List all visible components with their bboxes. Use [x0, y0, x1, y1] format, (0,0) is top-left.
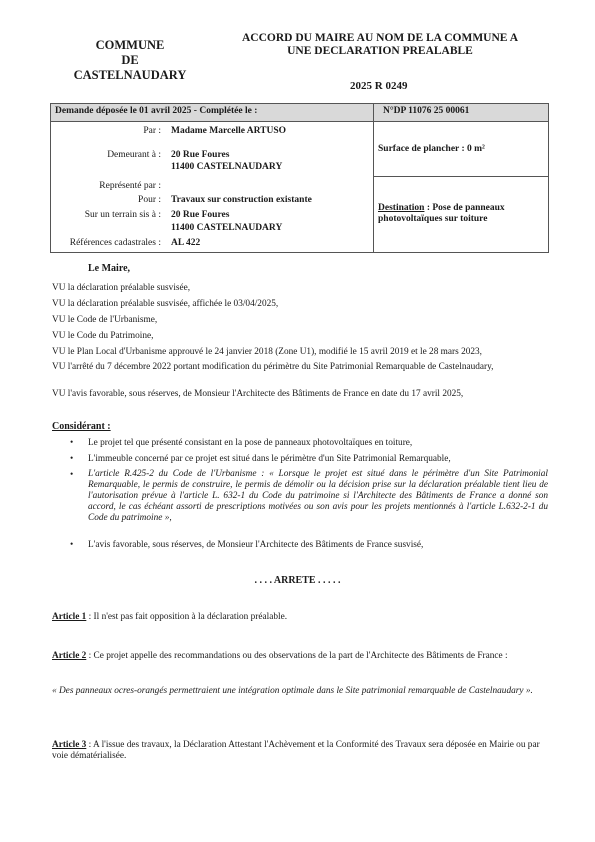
field-value: 20 Rue Foures [171, 210, 230, 220]
article-1 [52, 612, 547, 623]
field-value: 11400 CASTELNAUDARY [171, 162, 283, 172]
column-divider [373, 104, 374, 252]
le-maire: Le Maire, [88, 263, 131, 274]
article-text: : A l'issue des travaux, la Déclaration Attestant l'Achèvement et la Conformité des Travaux sera déposée en Mairie ou par voie dématérialisée. [52, 740, 540, 761]
vu-line: VU la déclaration préalable susvisée, [52, 283, 191, 293]
vu-line: VU le Code du Patrimoine, [52, 331, 154, 341]
title-line: ACCORD DU MAIRE AU NOM DE LA COMMUNE A [242, 32, 518, 44]
destination [378, 203, 543, 225]
vu-line: VU le Plan Local d'Urbanisme approuvé le 24 janvier 2018 (Zone U1), modifié le 15 avril 2019 et le 28 mars 2023, [52, 347, 482, 357]
considerant-item: Le projet tel que présenté consistant en la pose de panneaux photovoltaïques en toiture, [88, 438, 413, 448]
request-header [51, 104, 548, 122]
surface-plancher: Surface de plancher : 0 m² [378, 144, 485, 154]
field-label: Références cadastrales : [69, 238, 161, 248]
field-label: Pour : [138, 195, 161, 205]
article-text: : Ce projet appelle des recommandations ou des observations de la part de l'Architecte des Bâtiments de France : [86, 651, 508, 661]
bullet-icon: • [70, 454, 74, 464]
considerant-item: L'article R.425-2 du Code de l'Urbanisme : « Lorsque le projet est situé dans le périmètre d'un Site Patrimonial Remarquable, le permis de construire, le permis de démolir ou la décision prise sur la déclaration préalable tient lieu de l'autorisation prévue à l'article L. 632-1 du Code du patrimoine si l'Architecte des Bâtiments de France a donné son accord, le cas échéant assorti de prescriptions motivées ou son avis pour les projets mentionnés à l'article L.632-2-1 du Code du patrimoine », [88, 469, 548, 523]
commune-line: CASTELNAUDARY [73, 68, 187, 82]
request-box [50, 103, 549, 253]
considerant-item: L'avis favorable, sous réserves, de Monsieur l'Architecte des Bâtiments de France susvisé, [88, 540, 424, 550]
article-2 [52, 651, 547, 662]
commune-line: COMMUNE [95, 38, 165, 52]
right-divider [374, 176, 548, 177]
vu-line: VU le Code de l'Urbanisme, [52, 315, 158, 325]
article-3 [52, 740, 547, 762]
considerant-title: Considérant : [52, 421, 111, 432]
article-label: Article 2 [52, 651, 87, 661]
field-value: AL 422 [171, 238, 201, 248]
commune-line: DE [121, 53, 139, 67]
field-label: Représenté par : [99, 181, 161, 191]
considerant-item: L'immeuble concerné par ce projet est situé dans le périmètre d'un Site Patrimonial Remarquable, [88, 454, 451, 464]
article-2-quote: « Des panneaux ocres-orangés permettraient une intégration optimale dans le Site patrimonial remarquable de Castelnaudary ». [52, 686, 533, 696]
field-value: 20 Rue Foures [171, 150, 230, 160]
bullet-icon: • [70, 470, 74, 480]
article-text: : Il n'est pas fait opposition à la déclaration préalable. [86, 612, 288, 622]
commune-block [45, 38, 215, 83]
vu-line: VU l'arrêté du 7 décembre 2022 portant modification du périmètre du Site Patrimonial Remarquable de Castelnaudary, [52, 362, 494, 372]
vu-line: VU la déclaration préalable susvisée, affichée le 03/04/2025, [52, 299, 279, 309]
field-label: Par : [143, 126, 161, 136]
arrete-heading: . . . . ARRETE . . . . . [254, 575, 341, 586]
field-label: Sur un terrain sis à : [84, 210, 161, 220]
title-line: UNE DECLARATION PREALABLE [287, 45, 473, 57]
destination-value: : Pose de panneaux photovoltaïques sur toiture [378, 203, 505, 224]
field-value: Travaux sur construction existante [171, 195, 312, 205]
destination-label: Destination [378, 203, 425, 213]
bullet-icon: • [70, 438, 74, 448]
article-label: Article 3 [52, 740, 87, 750]
reference-number: 2025 R 0249 [350, 80, 408, 92]
field-value: 11400 CASTELNAUDARY [171, 223, 283, 233]
deposit-date: Demande déposée le 01 avril 2025 - Complétée le : [55, 106, 258, 116]
document-title [210, 32, 550, 58]
bullet-icon: • [70, 540, 74, 550]
article-label: Article 1 [52, 612, 87, 622]
field-value: Madame Marcelle ARTUSO [171, 126, 287, 136]
vu-line: VU l'avis favorable, sous réserves, de Monsieur l'Architecte des Bâtiments de France en date du 17 avril 2025, [52, 389, 464, 399]
field-label: Demeurant à : [107, 150, 161, 160]
dp-number: N°DP 11076 25 00061 [383, 106, 470, 116]
